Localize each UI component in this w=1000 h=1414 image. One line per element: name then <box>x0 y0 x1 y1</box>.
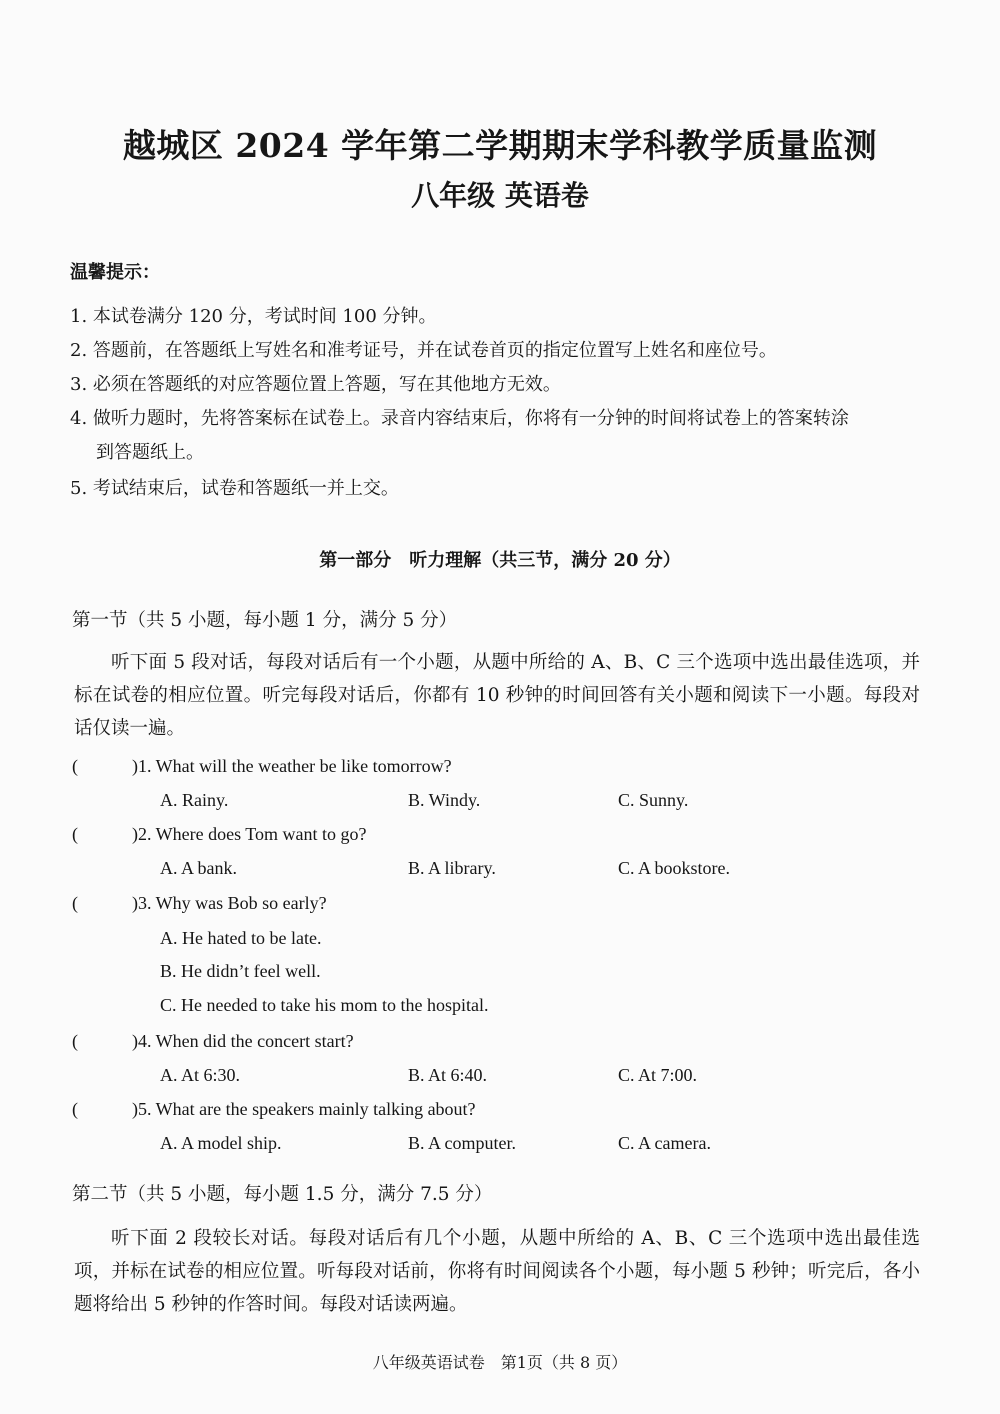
option-b: B. A library. <box>408 858 496 878</box>
question-3 <box>72 893 327 914</box>
tip-item-continuation: 到答题纸上。 <box>96 442 204 463</box>
part1-heading: 第一部分 听力理解（共三节，满分 20 分） <box>319 550 681 571</box>
section1-heading: 第一节（共 5 小题，每小题 1 分，满分 5 分） <box>72 610 458 631</box>
option-c: C. A camera. <box>618 1133 711 1153</box>
tip-item: 5. 考试结束后，试卷和答题纸一并上交。 <box>70 478 399 499</box>
answer-bracket[interactable]: ( <box>72 824 78 844</box>
exam-title: 越城区 2024 学年第二学期期末学科教学质量监测 <box>122 126 878 165</box>
answer-bracket[interactable]: ( <box>72 756 78 776</box>
page-footer: 八年级英语试卷 第1页（共 8 页） <box>372 1353 628 1372</box>
question-stem: )4. When did the concert start? <box>132 1031 354 1051</box>
option-a: A. A bank. <box>160 858 238 878</box>
question-5 <box>72 1099 476 1120</box>
tip-item: 2. 答题前，在答题纸上写姓名和准考证号，并在试卷首页的指定位置写上姓名和座位号。 <box>70 340 777 361</box>
section2-instructions: 听下面 2 段较长对话。每段对话后有几个小题，从题中所给的 A、B、C 三个选项中选出最佳选项，并标在试卷的相应位置。听每段对话前，你将有时间阅读各个小题，每小题 5 秒钟；听完后，各小题将给出 5 秒钟的作答时间。每段对话读两遍。 <box>74 1228 920 1315</box>
tips-heading: 温馨提示： <box>70 262 160 283</box>
question-stem: )2. Where does Tom want to go? <box>132 824 367 844</box>
answer-bracket[interactable]: ( <box>72 1099 78 1119</box>
answer-bracket[interactable]: ( <box>72 1031 78 1051</box>
question-stem: )3. Why was Bob so early? <box>132 893 327 913</box>
option-c: C. A bookstore. <box>618 858 731 878</box>
option-a: A. At 6:30. <box>160 1065 241 1085</box>
section2-heading: 第二节（共 5 小题，每小题 1.5 分，满分 7.5 分） <box>72 1184 493 1205</box>
answer-bracket[interactable]: ( <box>72 893 78 913</box>
question-stem: )5. What are the speakers mainly talking about? <box>132 1099 476 1119</box>
question-stem: )1. What will the weather be like tomorrow? <box>132 756 452 776</box>
option-b: B. He didn’t feel well. <box>160 961 321 981</box>
tip-item: 1. 本试卷满分 120 分，考试时间 100 分钟。 <box>70 306 437 327</box>
option-a: A. Rainy. <box>160 790 229 810</box>
option-c: C. Sunny. <box>618 790 689 810</box>
option-c: C. At 7:00. <box>618 1065 698 1085</box>
section1-instructions: 听下面 5 段对话，每段对话后有一个小题，从题中所给的 A、B、C 三个选项中选出最佳选项，并标在试卷的相应位置。听完每段对话后，你都有 10 秒钟的时间回答有关小题和阅读下一小题。每段对话仅读一遍。 <box>74 652 920 739</box>
option-b: B. At 6:40. <box>408 1065 488 1085</box>
tip-item: 3. 必须在答题纸的对应答题位置上答题，写在其他地方无效。 <box>70 374 561 395</box>
question-2 <box>72 824 367 845</box>
option-a: A. A model ship. <box>160 1133 282 1153</box>
option-c: C. He needed to take his mom to the hospital. <box>160 995 489 1015</box>
tip-item: 4. 做听力题时，先将答案标在试卷上。录音内容结束后，你将有一分钟的时间将试卷上的答案转涂 <box>70 408 849 429</box>
question-4 <box>72 1031 354 1052</box>
option-a: A. He hated to be late. <box>160 928 322 948</box>
option-b: B. Windy. <box>408 790 481 810</box>
option-b: B. A computer. <box>408 1133 516 1153</box>
question-1 <box>72 756 452 777</box>
exam-subtitle: 八年级 英语卷 <box>411 179 589 212</box>
